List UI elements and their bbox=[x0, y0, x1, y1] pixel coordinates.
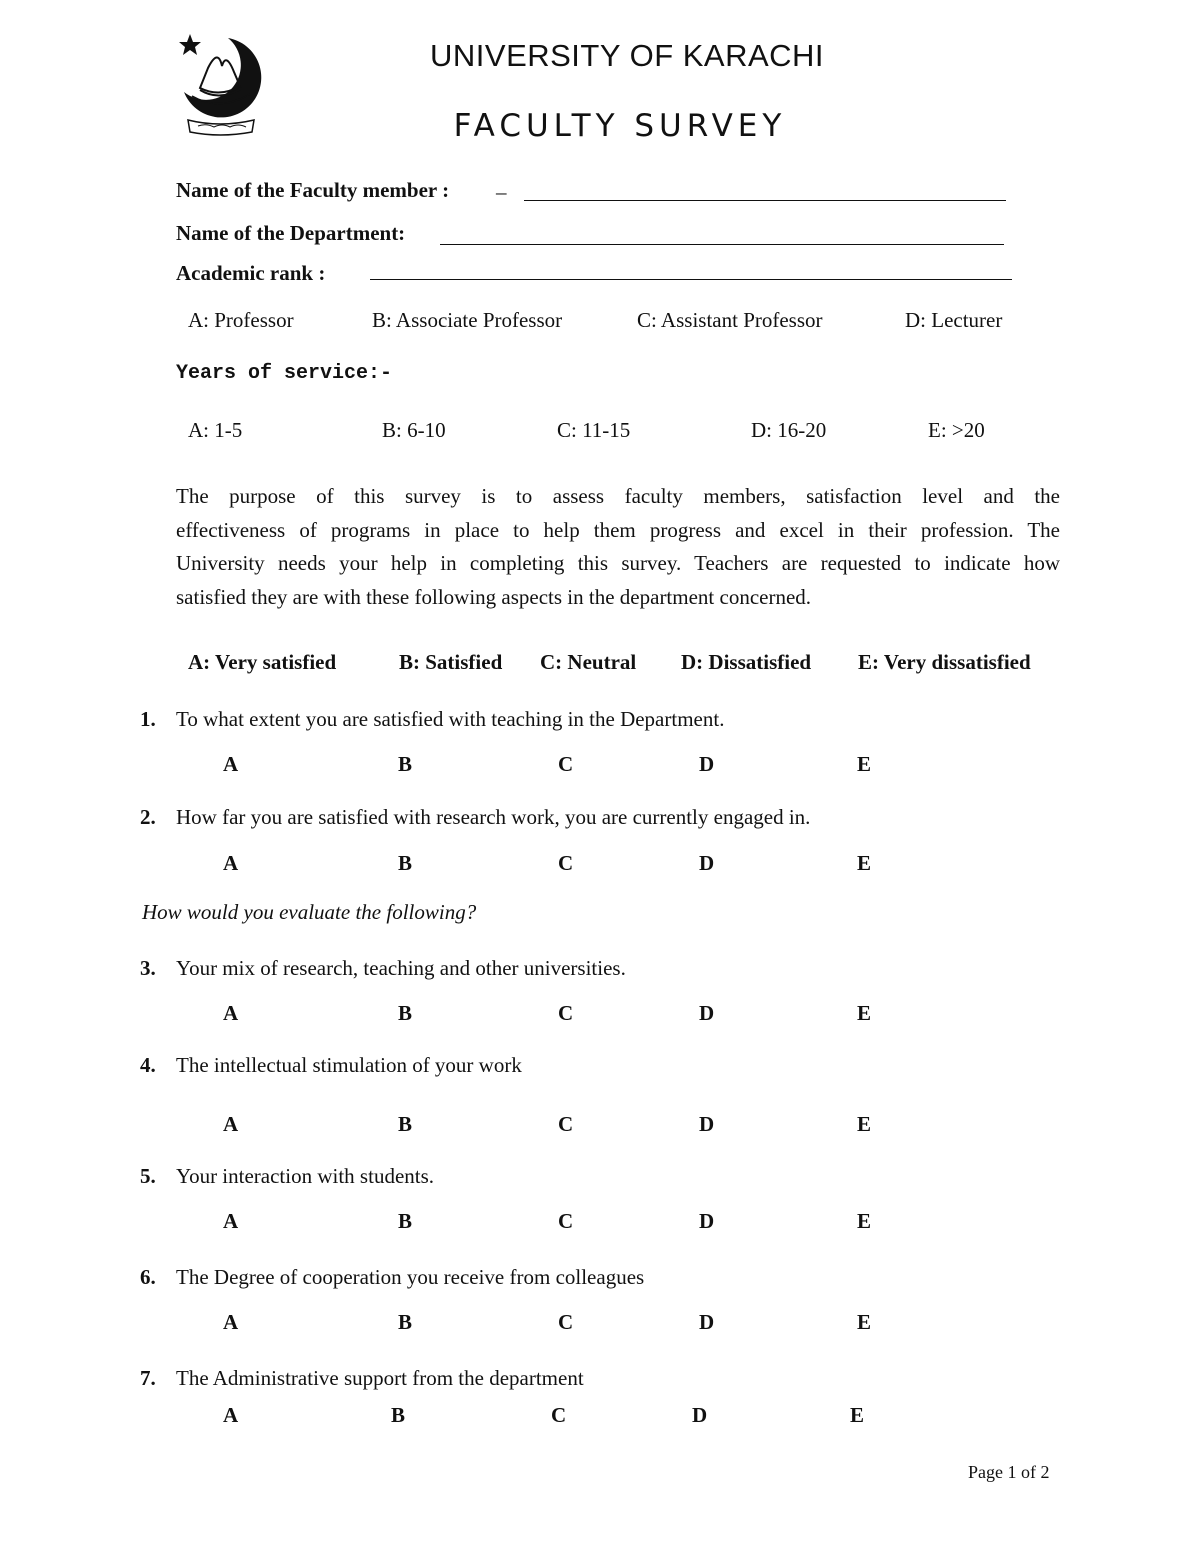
evaluate-prompt: How would you evaluate the following? bbox=[142, 900, 477, 924]
question-text: How far you are satisfied with research work, you are currently engaged in. bbox=[176, 805, 811, 829]
answer-choice-e[interactable]: E bbox=[857, 1310, 872, 1334]
answer-choice-b[interactable]: B bbox=[398, 1209, 413, 1233]
purpose-line: The purpose of this survey is to assess faculty members, satisfaction level and the bbox=[176, 484, 1060, 508]
answer-choice-b[interactable]: B bbox=[391, 1403, 406, 1427]
answer-choice-a[interactable]: A bbox=[223, 1209, 239, 1233]
answer-choice-e[interactable]: E bbox=[857, 851, 872, 875]
question-number: 7. bbox=[140, 1366, 156, 1390]
department-field[interactable] bbox=[440, 224, 1004, 245]
answer-choice-a[interactable]: A bbox=[223, 752, 239, 776]
question-number: 3. bbox=[140, 956, 156, 980]
answer-choice-a[interactable]: A bbox=[223, 1112, 239, 1136]
question-number: 2. bbox=[140, 805, 156, 829]
service-option-b[interactable]: B: 6-10 bbox=[382, 418, 446, 442]
answer-choice-e[interactable]: E bbox=[857, 1209, 872, 1233]
purpose-line: effectiveness of programs in place to help them progress and excel in their profession. The bbox=[176, 517, 1060, 542]
academic-rank-label: Academic rank : bbox=[176, 261, 326, 285]
rank-option-professor[interactable]: A: Professor bbox=[188, 308, 294, 332]
answer-choice-b[interactable]: B bbox=[398, 1112, 413, 1136]
question-number: 1. bbox=[140, 707, 156, 731]
question-number: 6. bbox=[140, 1265, 156, 1289]
legend-dissatisfied: D: Dissatisfied bbox=[681, 650, 812, 674]
answer-choice-b[interactable]: B bbox=[398, 1310, 413, 1334]
answer-choice-d[interactable]: D bbox=[699, 1001, 715, 1025]
academic-rank-field[interactable] bbox=[370, 259, 1012, 280]
survey-title: FACULTY SURVEY bbox=[453, 108, 787, 144]
question-text: The intellectual stimulation of your work bbox=[176, 1053, 522, 1077]
purpose-paragraph bbox=[176, 480, 1060, 614]
faculty-name-dash: – bbox=[496, 180, 507, 204]
answer-choice-e[interactable]: E bbox=[850, 1403, 865, 1427]
question-text: Your interaction with students. bbox=[176, 1164, 435, 1188]
department-label: Name of the Department: bbox=[176, 221, 406, 245]
purpose-line: University needs your help in completing this survey. Teachers are requested to indicate how bbox=[176, 551, 1060, 575]
answer-choice-b[interactable]: B bbox=[398, 851, 413, 875]
question-number: 5. bbox=[140, 1164, 156, 1188]
answer-choice-d[interactable]: D bbox=[699, 1209, 715, 1233]
faculty-name-label: Name of the Faculty member : bbox=[176, 178, 450, 202]
service-option-e[interactable]: E: >20 bbox=[928, 418, 985, 442]
service-option-d[interactable]: D: 16-20 bbox=[751, 418, 827, 442]
legend-neutral: C: Neutral bbox=[540, 650, 637, 674]
purpose-line: satisfied they are with these following aspects in the department concerned. bbox=[176, 584, 812, 609]
answer-choice-c[interactable]: C bbox=[558, 1209, 574, 1233]
question-text: To what extent you are satisfied with teaching in the Department. bbox=[176, 707, 725, 731]
answer-choice-d[interactable]: D bbox=[699, 752, 715, 776]
answer-choice-e[interactable]: E bbox=[857, 1001, 872, 1025]
rank-option-lecturer[interactable]: D: Lecturer bbox=[905, 308, 1003, 332]
service-option-a[interactable]: A: 1-5 bbox=[188, 418, 243, 442]
page-number: Page 1 of 2 bbox=[968, 1462, 1050, 1482]
legend-very-dissatisfied: E: Very dissatisfied bbox=[858, 650, 1031, 674]
answer-choice-d[interactable]: D bbox=[699, 1112, 715, 1136]
question-text: The Degree of cooperation you receive from colleagues bbox=[176, 1265, 645, 1289]
service-option-c[interactable]: C: 11-15 bbox=[557, 418, 631, 442]
answer-choice-e[interactable]: E bbox=[857, 752, 872, 776]
answer-choice-c[interactable]: C bbox=[558, 1001, 574, 1025]
question-number: 4. bbox=[140, 1053, 156, 1077]
answer-choice-e[interactable]: E bbox=[857, 1112, 872, 1136]
rank-option-associate-professor[interactable]: B: Associate Professor bbox=[372, 308, 563, 332]
answer-choice-c[interactable]: C bbox=[558, 752, 574, 776]
university-title: UNIVERSITY OF KARACHI bbox=[430, 38, 825, 73]
answer-choice-a[interactable]: A bbox=[223, 851, 239, 875]
legend-satisfied: B: Satisfied bbox=[399, 650, 503, 674]
faculty-name-field[interactable] bbox=[524, 180, 1006, 201]
answer-choice-a[interactable]: A bbox=[223, 1310, 239, 1334]
university-crest-icon bbox=[170, 28, 270, 138]
question-text: The Administrative support from the department bbox=[176, 1366, 584, 1390]
answer-choice-a[interactable]: A bbox=[223, 1403, 239, 1427]
years-of-service-label: Years of service:- bbox=[176, 362, 393, 385]
legend-very-satisfied: A: Very satisfied bbox=[188, 650, 337, 674]
answer-choice-c[interactable]: C bbox=[558, 1310, 574, 1334]
answer-choice-a[interactable]: A bbox=[223, 1001, 239, 1025]
answer-choice-b[interactable]: B bbox=[398, 1001, 413, 1025]
answer-choice-c[interactable]: C bbox=[558, 1112, 574, 1136]
rank-option-assistant-professor[interactable]: C: Assistant Professor bbox=[637, 308, 823, 332]
answer-choice-d[interactable]: D bbox=[692, 1403, 708, 1427]
answer-choice-d[interactable]: D bbox=[699, 851, 715, 875]
answer-choice-c[interactable]: C bbox=[551, 1403, 567, 1427]
answer-choice-d[interactable]: D bbox=[699, 1310, 715, 1334]
question-text: Your mix of research, teaching and other universities. bbox=[176, 956, 626, 980]
answer-choice-b[interactable]: B bbox=[398, 752, 413, 776]
answer-choice-c[interactable]: C bbox=[558, 851, 574, 875]
